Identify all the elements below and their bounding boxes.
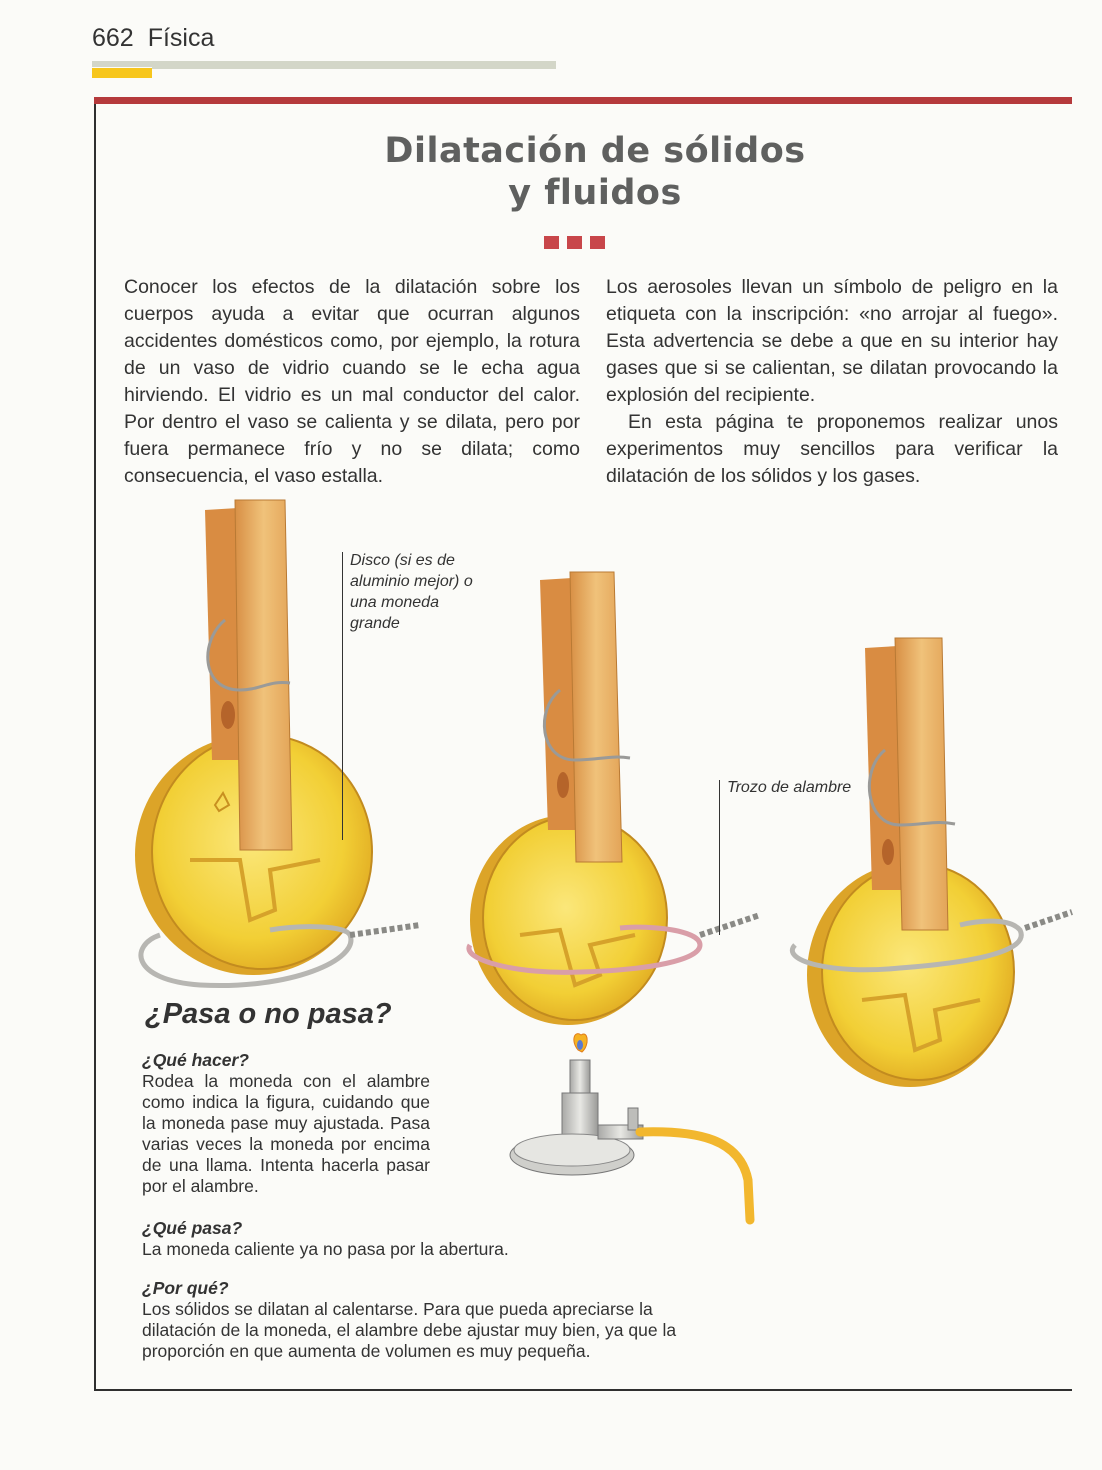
por-que-heading: ¿Por qué? [142, 1278, 229, 1298]
intro-right-paragraph-2: En esta página te proponemos realizar unos experimentos muy sencillos para verificar la dilatación de los sólidos y los gases. [606, 411, 1058, 487]
section-que-pasa [142, 1218, 662, 1260]
coin-middle [470, 815, 667, 1025]
section-name: Física [147, 24, 215, 52]
page-number: 662 [92, 24, 134, 52]
section-que-hacer [142, 1050, 430, 1197]
clothespin-middle [540, 572, 630, 862]
intro-right-paragraph-1: Los aerosoles llevan un símbolo de peligro en la etiqueta con la inscripción: «no arrojar al fuego». Esta advertencia se debe a que en su interior hay gases que si se calientan, se dilatan provocando la explosión del recipiente. [606, 276, 1058, 406]
wire-leader-line [719, 780, 720, 935]
experiment-title: ¿Pasa o no pasa? [145, 998, 392, 1030]
que-pasa-text: La moneda caliente ya no pasa por la abertura. [142, 1239, 509, 1259]
title-line-1: Dilatación de sólidos [384, 131, 806, 171]
clothespin-right [865, 638, 955, 930]
wire-callout: Trozo de alambre [727, 779, 852, 796]
wire-twist-right [1025, 912, 1072, 928]
wire-twist-middle [700, 915, 760, 935]
por-que-text: Los sólidos se dilatan al calentarse. Para que pueda apreciarse la dilatación de la moneda, el alambre debe ajustar muy bien, ya que la proporción en que aumenta de volumen es muy pequeña. [142, 1299, 677, 1361]
intro-left-paragraph: Conocer los efectos de la dilatación sobre los cuerpos ayuda a evitar que ocurran algunos accidentes domésticos como, por ejemplo, la rotura de un vaso de vidrio cuando se le echa agua hirviendo. El vidrio es un mal conductor del calor. Por dentro el vaso se calienta y se dilata, pero por fuera permanece frío y no se dilata; como consecuencia, el vaso estalla. [124, 276, 580, 487]
burner-illustration [510, 1034, 750, 1220]
section-por-que [142, 1278, 702, 1362]
que-pasa-heading: ¿Qué pasa? [142, 1218, 243, 1238]
que-hacer-text: Rodea la moneda con el alambre como indica la figura, cuidando que la moneda pase muy ajustada. Pasa varias veces la moneda por encima de una llama. Intenta hacerla pasar por el alambre. [142, 1071, 430, 1196]
wire-twist-left [350, 925, 420, 935]
que-hacer-heading: ¿Qué hacer? [142, 1050, 249, 1070]
title-line-2: y fluidos [508, 173, 682, 213]
disc-callout: Disco (si es de aluminio mejor) o una moneda grande [350, 552, 473, 632]
disc-leader-line [342, 552, 343, 840]
